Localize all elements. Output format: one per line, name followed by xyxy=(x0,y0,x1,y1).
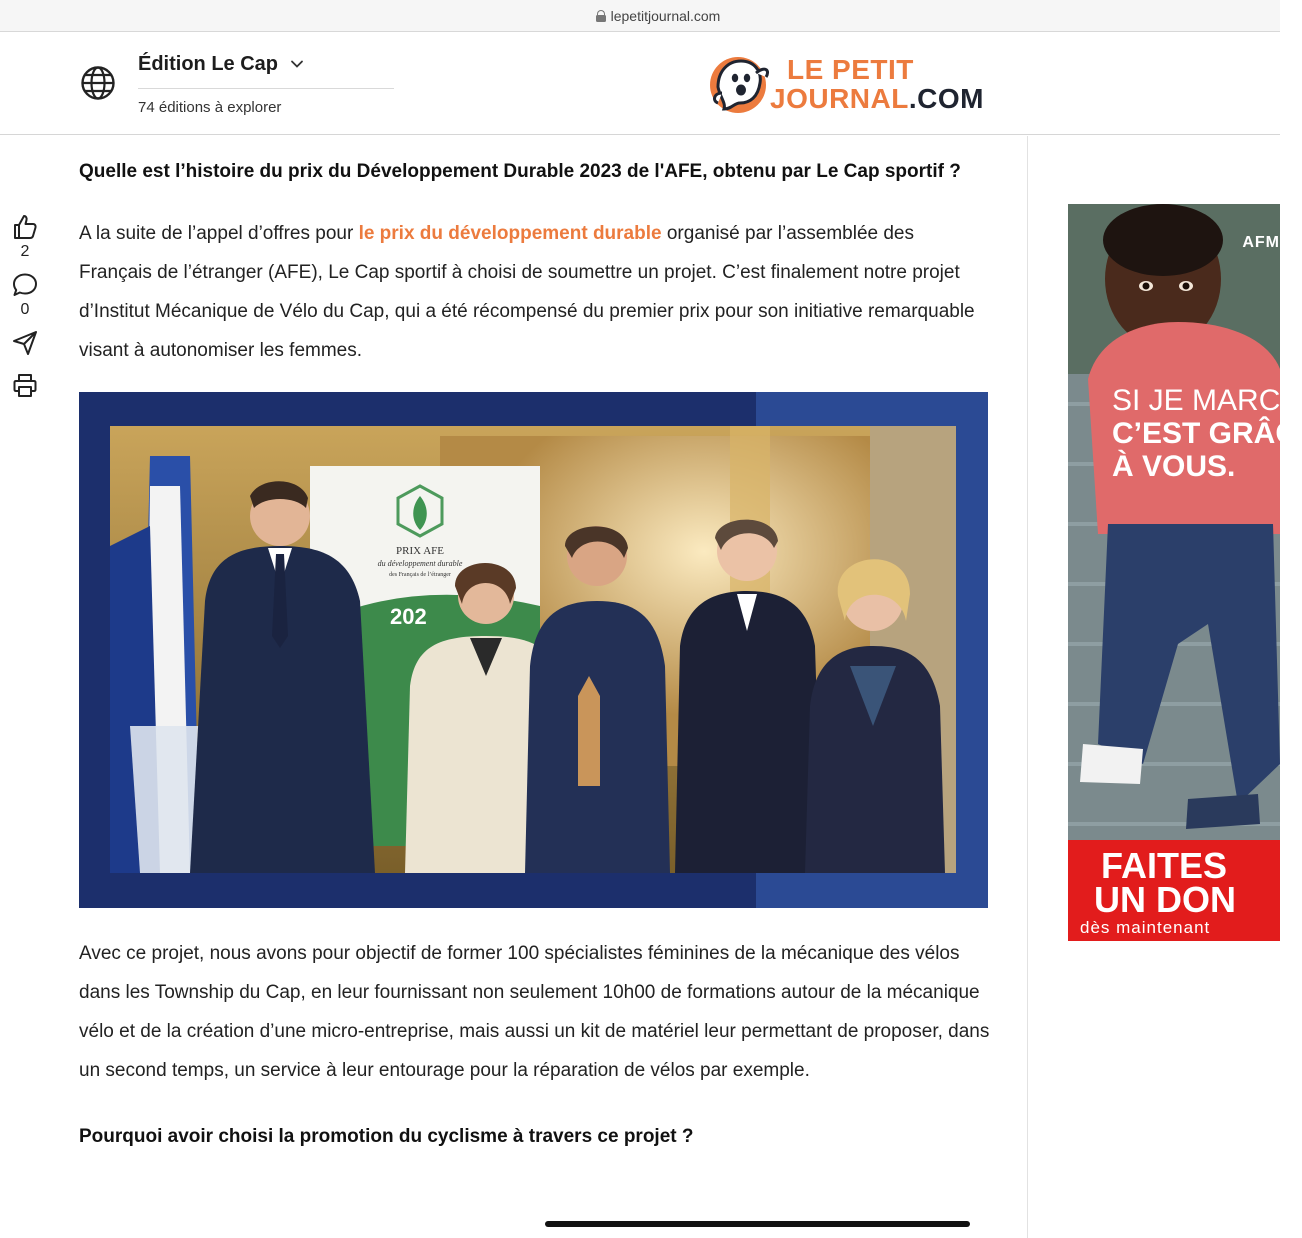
logo-line-1: LE PETIT xyxy=(787,54,914,85)
ad-slogan-line-2: C’EST GRÂC xyxy=(1112,417,1298,450)
edition-selector[interactable] xyxy=(138,51,394,116)
logo-wordmark xyxy=(770,55,984,113)
edition-title[interactable]: Édition Le Cap xyxy=(138,52,278,75)
edition-divider xyxy=(138,88,394,89)
lock-icon xyxy=(596,10,606,22)
url-text: lepetitjournal.com xyxy=(610,7,721,24)
globe-icon[interactable] xyxy=(80,65,116,101)
ad-slogan-line-3: À VOUS. xyxy=(1112,450,1236,483)
afm-donation-ad[interactable] xyxy=(1068,204,1302,941)
paragraph-1-text-b: organisé par l’assemblée des Français de l’étranger (AFE), Le Cap sportif à choisi de soumettre un projet. C’est finalement notre projet d’Institut Mécanique de Vélo du Cap, qui a été récompensé du premier prix pour son initiative remarquable visant à autonomiser les femmes. xyxy=(79,223,975,361)
paragraph-1 xyxy=(79,214,991,370)
donate-line-1: FAITES xyxy=(1101,845,1228,886)
ad-background-image xyxy=(1068,204,1280,941)
url-display[interactable] xyxy=(596,8,721,24)
article-photo xyxy=(79,392,988,908)
question-heading-2: Pourquoi avoir choisi la promotion du cyclisme à travers ce projet ? xyxy=(79,1126,694,1147)
paragraph-2: Avec ce projet, nous avons pour objectif de former 100 spécialistes féminines de la mécanique des vélos dans les Township du Cap, en leur fournissant non seulement 10h00 de formations autour de la mécanique vélo et de la création d’une micro-entreprise, mais aussi un kit de matériel leur permettant de proposer, dans un second temps, un service à leur entourage pour la réparation de vélos par exemple. xyxy=(79,943,990,1081)
article-body xyxy=(79,136,991,1156)
donate-button[interactable] xyxy=(1068,840,1280,941)
ad-slogan xyxy=(1112,384,1302,483)
award-ceremony-photo xyxy=(110,426,956,873)
comments-count: 0 xyxy=(20,301,30,318)
ghost-mascot-logo-icon xyxy=(708,53,774,115)
donate-line-3: dès maintenant xyxy=(1080,918,1211,937)
column-divider xyxy=(1027,136,1028,1238)
browser-url-bar[interactable] xyxy=(0,0,1280,32)
site-logo[interactable] xyxy=(708,53,998,117)
likes-count: 2 xyxy=(20,243,30,260)
comment-icon[interactable] xyxy=(11,271,39,299)
paragraph-1-text-a: A la suite de l’appel d’offres pour xyxy=(79,223,359,244)
banner-subtitle: du développement durable xyxy=(377,559,463,568)
banner-subtitle-2: des Français de l’étranger xyxy=(389,572,451,578)
logo-line-2b: .COM xyxy=(908,83,984,114)
thumbs-up-icon[interactable] xyxy=(11,213,39,241)
ad-slogan-line-1: SI JE MARCH xyxy=(1112,384,1302,417)
ad-brand: AFM xyxy=(1242,234,1280,251)
edition-count: 74 éditions à explorer xyxy=(138,99,282,116)
share-sidebar xyxy=(8,213,42,399)
chevron-down-icon[interactable] xyxy=(290,57,304,71)
send-icon[interactable] xyxy=(11,329,39,357)
logo-line-2a: JOURNAL xyxy=(770,83,909,114)
home-indicator[interactable] xyxy=(545,1221,970,1227)
site-header xyxy=(0,33,1280,135)
prix-developpement-durable-link[interactable]: le prix du développement durable xyxy=(358,223,662,244)
print-icon[interactable] xyxy=(11,371,39,399)
question-heading-1: Quelle est l’histoire du prix du Développement Durable 2023 de l'AFE, obtenu par Le Cap sportif ? xyxy=(79,161,961,182)
donate-line-2: UN DON xyxy=(1094,879,1236,920)
banner-year: 202 xyxy=(390,604,427,629)
banner-title: PRIX AFE xyxy=(396,545,444,557)
